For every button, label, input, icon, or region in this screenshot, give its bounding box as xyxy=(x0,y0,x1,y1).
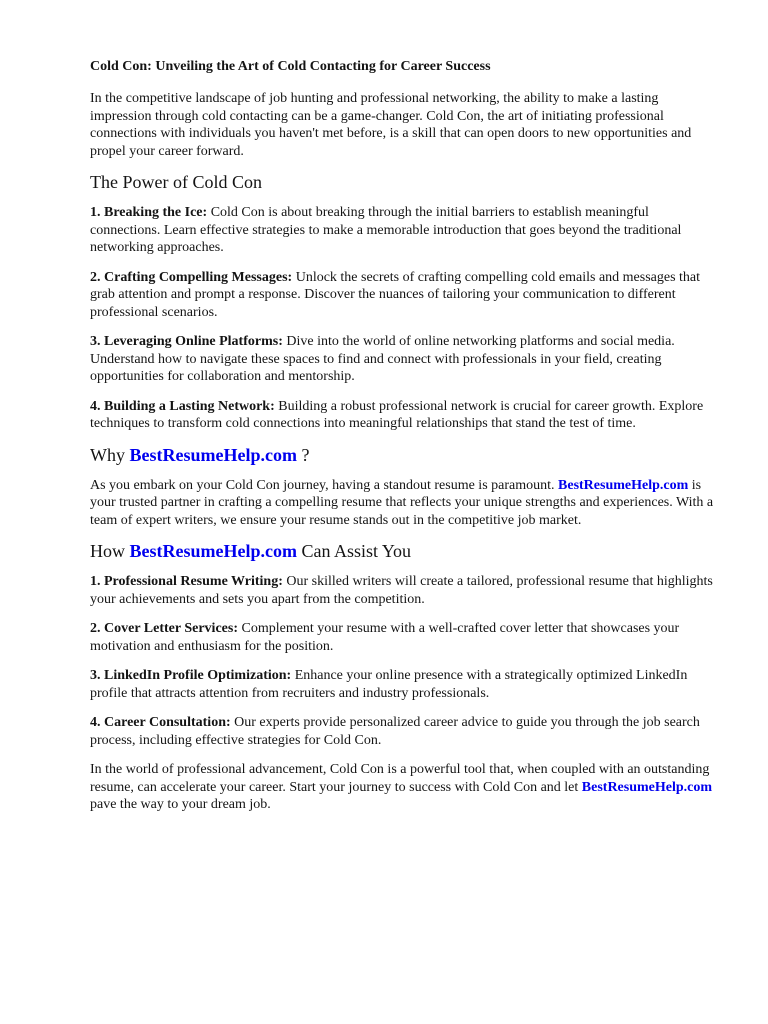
text-run: 1. Professional Resume Writing: xyxy=(90,574,283,589)
text-run: Unlock the secrets of crafting compelling cold emails and messages that grab attention and prompt a response. Discover the nuances of tailoring your communication to different professional scenarios. xyxy=(90,269,701,320)
bestresumehelp-link[interactable]: BestResumeHelp.com xyxy=(581,779,713,795)
text-run: pave the way to your dream job. xyxy=(90,797,271,812)
document-body xyxy=(90,58,720,814)
why-paragraph xyxy=(90,477,720,530)
bestresumehelp-link[interactable]: BestResumeHelp.com xyxy=(129,541,297,561)
text-run: Our skilled writers will create a tailored, professional resume that highlights your achievements and sets you apart from the competition. xyxy=(90,574,713,607)
text-run: Cold Con: Unveiling the Art of Cold Contacting for Career Success xyxy=(90,59,491,74)
text-run: ? xyxy=(296,444,310,465)
text-run: is your trusted partner in crafting a compelling resume that reflects your unique strengths and experiences. With a team of expert writers, we ensure your resume stands out in the competitive job market. xyxy=(90,477,714,528)
list-item-building-a-lasting-network xyxy=(90,398,720,433)
list-item-cover-letter-services xyxy=(90,620,720,655)
text-run: 1. Breaking the Ice: xyxy=(90,205,208,220)
text-run: 4. Building a Lasting Network: xyxy=(90,398,275,414)
section-heading-how-bestresumehelp-can-assist xyxy=(90,541,720,561)
bestresumehelp-link[interactable]: BestResumeHelp.com xyxy=(129,444,297,465)
list-item-breaking-the-ice xyxy=(90,204,720,257)
intro-paragraph xyxy=(90,90,720,160)
text-run: The Power of Cold Con xyxy=(90,172,262,192)
list-item-linkedin-profile-optimization xyxy=(90,667,720,702)
text-run: 2. Crafting Compelling Messages: xyxy=(90,269,293,285)
text-run: Enhance your online presence with a strategically optimized LinkedIn profile that attracts attention from recruiters and industry professionals. xyxy=(90,668,688,701)
list-item-leveraging-online-platforms xyxy=(90,333,720,386)
list-item-professional-resume-writing xyxy=(90,573,720,608)
text-run: In the competitive landscape of job hunting and professional networking, the ability to make a lasting impression through cold contacting can be a game-changer. Cold Con, the art of initiating professional connections with individuals you haven't met before, is a skill that can open doors to new opportunities and propel your career forward. xyxy=(90,91,692,159)
text-run: 3. LinkedIn Profile Optimization: xyxy=(90,668,292,683)
closing-paragraph xyxy=(90,761,720,814)
text-run: How xyxy=(90,541,130,561)
text-run: In the world of professional advancement, Cold Con is a powerful tool that, when coupled with an outstanding resume, can accelerate your career. Start your journey to success with Cold Con and let xyxy=(90,762,710,795)
text-run: Our experts provide personalized career advice to guide you through the job search process, including effective strategies for Cold Con. xyxy=(90,715,700,748)
document-title xyxy=(90,58,720,76)
text-run: 3. Leveraging Online Platforms: xyxy=(90,334,283,349)
text-run: Why xyxy=(90,444,130,465)
text-run: As you embark on your Cold Con journey, having a standout resume is paramount. xyxy=(90,477,559,493)
list-item-crafting-compelling-messages xyxy=(90,269,720,322)
section-heading-why-bestresumehelp xyxy=(90,445,720,465)
text-run: 4. Career Consultation: xyxy=(90,715,231,730)
bestresumehelp-link[interactable]: BestResumeHelp.com xyxy=(558,477,689,493)
text-run: Building a robust professional network is crucial for career growth. Explore techniques to transform cold connections into meaningful relationships that stand the test of time. xyxy=(90,398,704,431)
text-run: Can Assist You xyxy=(296,541,412,561)
text-run: 2. Cover Letter Services: xyxy=(90,621,238,636)
section-heading-power-of-cold-con xyxy=(90,172,720,192)
text-run: Cold Con is about breaking through the initial barriers to establish meaningful connections. Learn effective strategies to make a memorable introduction that goes beyond the traditional networking approaches. xyxy=(90,205,682,255)
text-run: Complement your resume with a well-crafted cover letter that showcases your motivation and enthusiasm for the position. xyxy=(90,621,680,654)
list-item-career-consultation xyxy=(90,714,720,749)
text-run: Dive into the world of online networking platforms and social media. Understand how to navigate these spaces to find and connect with professionals in your field, creating opportunities for collaboration and mentorship. xyxy=(90,334,675,384)
